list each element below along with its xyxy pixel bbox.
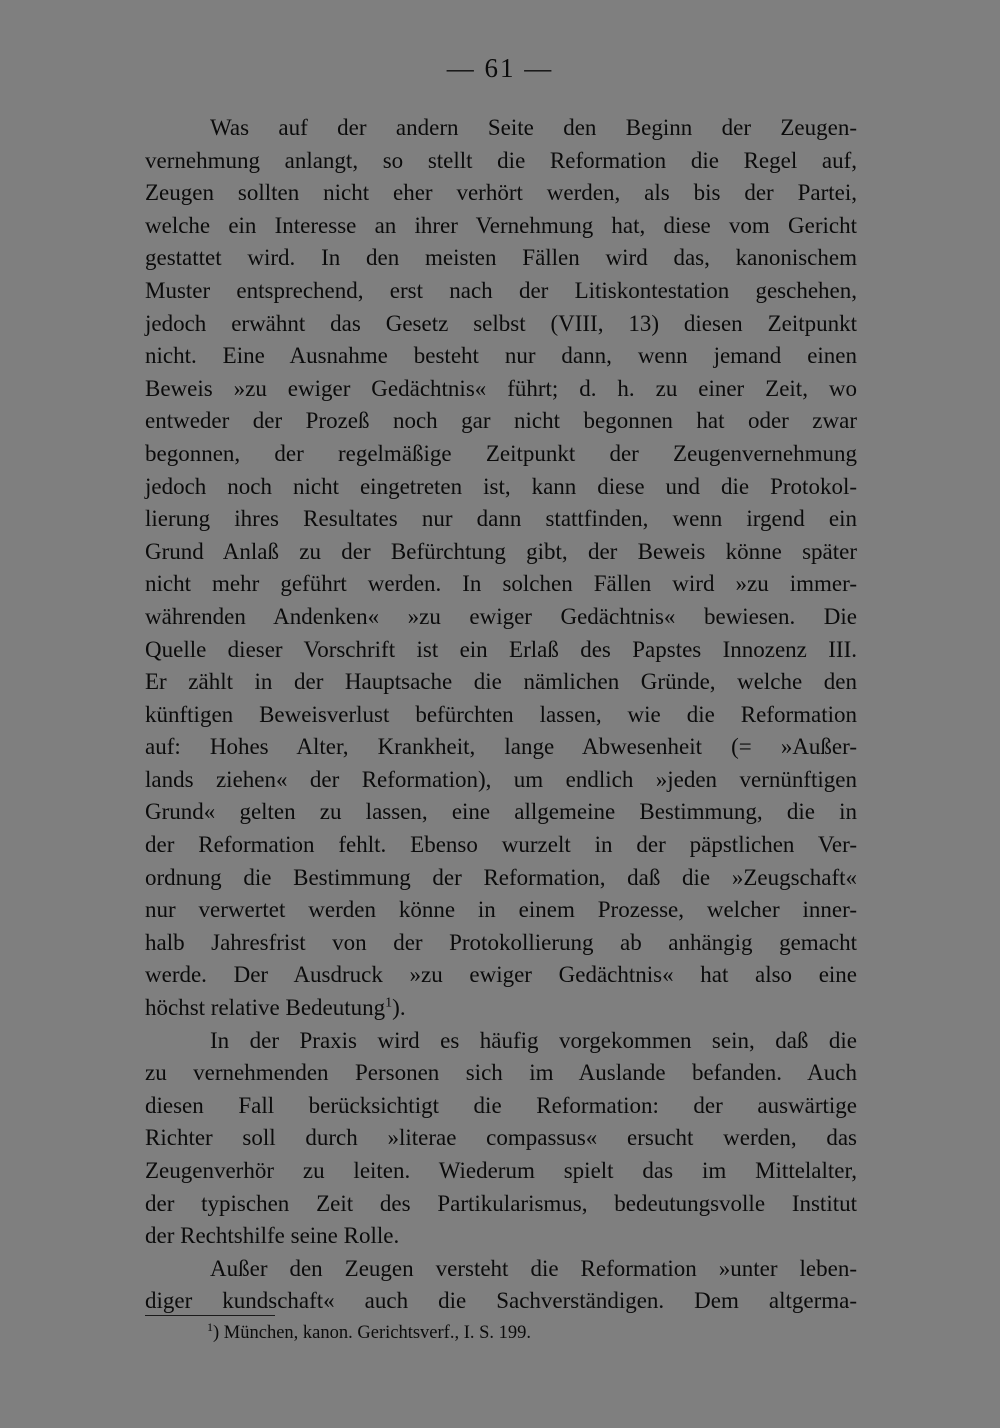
footnote-reference[interactable]: 1 [385, 995, 393, 1011]
footnote-reference-close: ). [392, 995, 406, 1021]
text-line: auf: Hohes Alter, Krankheit, lange Abwesenheit (= »Außer- [145, 734, 857, 760]
text-line: Was auf der andern Seite den Beginn der Zeugen- [210, 115, 857, 140]
footnote-text: München, kanon. Gerichtsverf., I. S. 199. [219, 1323, 532, 1343]
footnote-divider [145, 1315, 275, 1316]
body-text [145, 112, 857, 1318]
text-line: der Rechtshilfe seine Rolle. [145, 1223, 400, 1249]
text-line: Grund Anlaß zu der Befürchtung gibt, der Beweis könne später [145, 538, 857, 564]
text-line: gestattet wird. In den meisten Fällen wird das, kanonischem [145, 245, 857, 271]
text-line: welche ein Interesse an ihrer Vernehmung hat, diese vom Gericht [145, 212, 857, 238]
text-line: vernehmung anlangt, so stellt die Reformation die Regel auf, [145, 147, 857, 173]
text-line: diesen Fall berücksichtigt die Reformation: der auswärtige [145, 1092, 857, 1118]
text-line: künftigen Beweisverlust befürchten lassen, wie die Reformation [145, 701, 857, 727]
text-line: währenden Andenken« »zu ewiger Gedächtnis« bewiesen. Die [145, 603, 857, 629]
footnote [207, 1320, 531, 1346]
text-line: Richter soll durch »literae compassus« ersucht werden, das [145, 1125, 857, 1151]
text-line-with-footnote-ref [145, 992, 857, 1025]
text-line: lierung ihres Resultates nur dann stattfinden, wenn irgend ein [145, 506, 857, 532]
text-line: jedoch noch nicht eingetreten ist, kann diese und die Protokol- [145, 473, 857, 499]
text-line: Beweis »zu ewiger Gedächtnis« führt; d. h. zu einer Zeit, wo [145, 375, 857, 401]
text-line: zu vernehmenden Personen sich im Auslande befanden. Auch [145, 1060, 857, 1086]
text-line: Grund« gelten zu lassen, eine allgemeine Bestimmung, die in [145, 799, 857, 825]
footnote-marker: 1 [207, 1319, 213, 1334]
text-line: lands ziehen« der Reformation), um endlich »jeden vernünftigen [145, 766, 857, 792]
text-line: Quelle dieser Vorschrift ist ein Erlaß des Papstes Innozenz III. [145, 636, 857, 662]
text-line: ordnung die Bestimmung der Reformation, daß die »Zeugschaft« [145, 864, 857, 890]
text-line: begonnen, der regelmäßige Zeitpunkt der Zeugenvernehmung [145, 440, 857, 466]
text-line: Zeugen sollten nicht eher verhört werden, als bis der Partei, [145, 180, 857, 206]
text-line: entweder der Prozeß noch gar nicht begonnen hat oder zwar [145, 408, 857, 434]
footnote-marker-close: ) [213, 1323, 220, 1343]
text-line: der Reformation fehlt. Ebenso wurzelt in der päpstlichen Ver- [145, 832, 857, 858]
text-line: der typischen Zeit des Partikularismus, bedeutungsvolle Institut [145, 1190, 857, 1216]
text-line: nur verwertet werden könne in einem Prozesse, welcher inner- [145, 897, 857, 923]
text-line: Zeugenverhör zu leiten. Wiederum spielt das im Mittelalter, [145, 1158, 857, 1183]
text-line: jedoch erwähnt das Gesetz selbst (VIII, 13) diesen Zeitpunkt [145, 310, 857, 336]
page-number: — 61 — [446, 53, 554, 83]
text-line: werde. Der Ausdruck »zu ewiger Gedächtnis« hat also eine [145, 962, 857, 988]
text-line: Außer den Zeugen versteht die Reformation »unter leben- [210, 1255, 857, 1281]
text-line: In der Praxis wird es häufig vorgekommen sein, daß die [210, 1027, 857, 1053]
text-line: nicht mehr geführt werden. In solchen Fällen wird »zu immer- [145, 571, 857, 597]
text-line: Er zählt in der Hauptsache die nämlichen Gründe, welche den [145, 669, 857, 695]
text-line: diger kundschaft« auch die Sachverständigen. Dem altgerma- [145, 1288, 857, 1314]
text-line-content: höchst relative Bedeutung [145, 995, 386, 1021]
text-line: Muster entsprechend, erst nach der Litiskontestation geschehen, [145, 277, 857, 303]
text-line: nicht. Eine Ausnahme besteht nur dann, wenn jemand einen [145, 343, 857, 369]
text-line: halb Jahresfrist von der Protokollierung ab anhängig gemacht [145, 929, 857, 955]
